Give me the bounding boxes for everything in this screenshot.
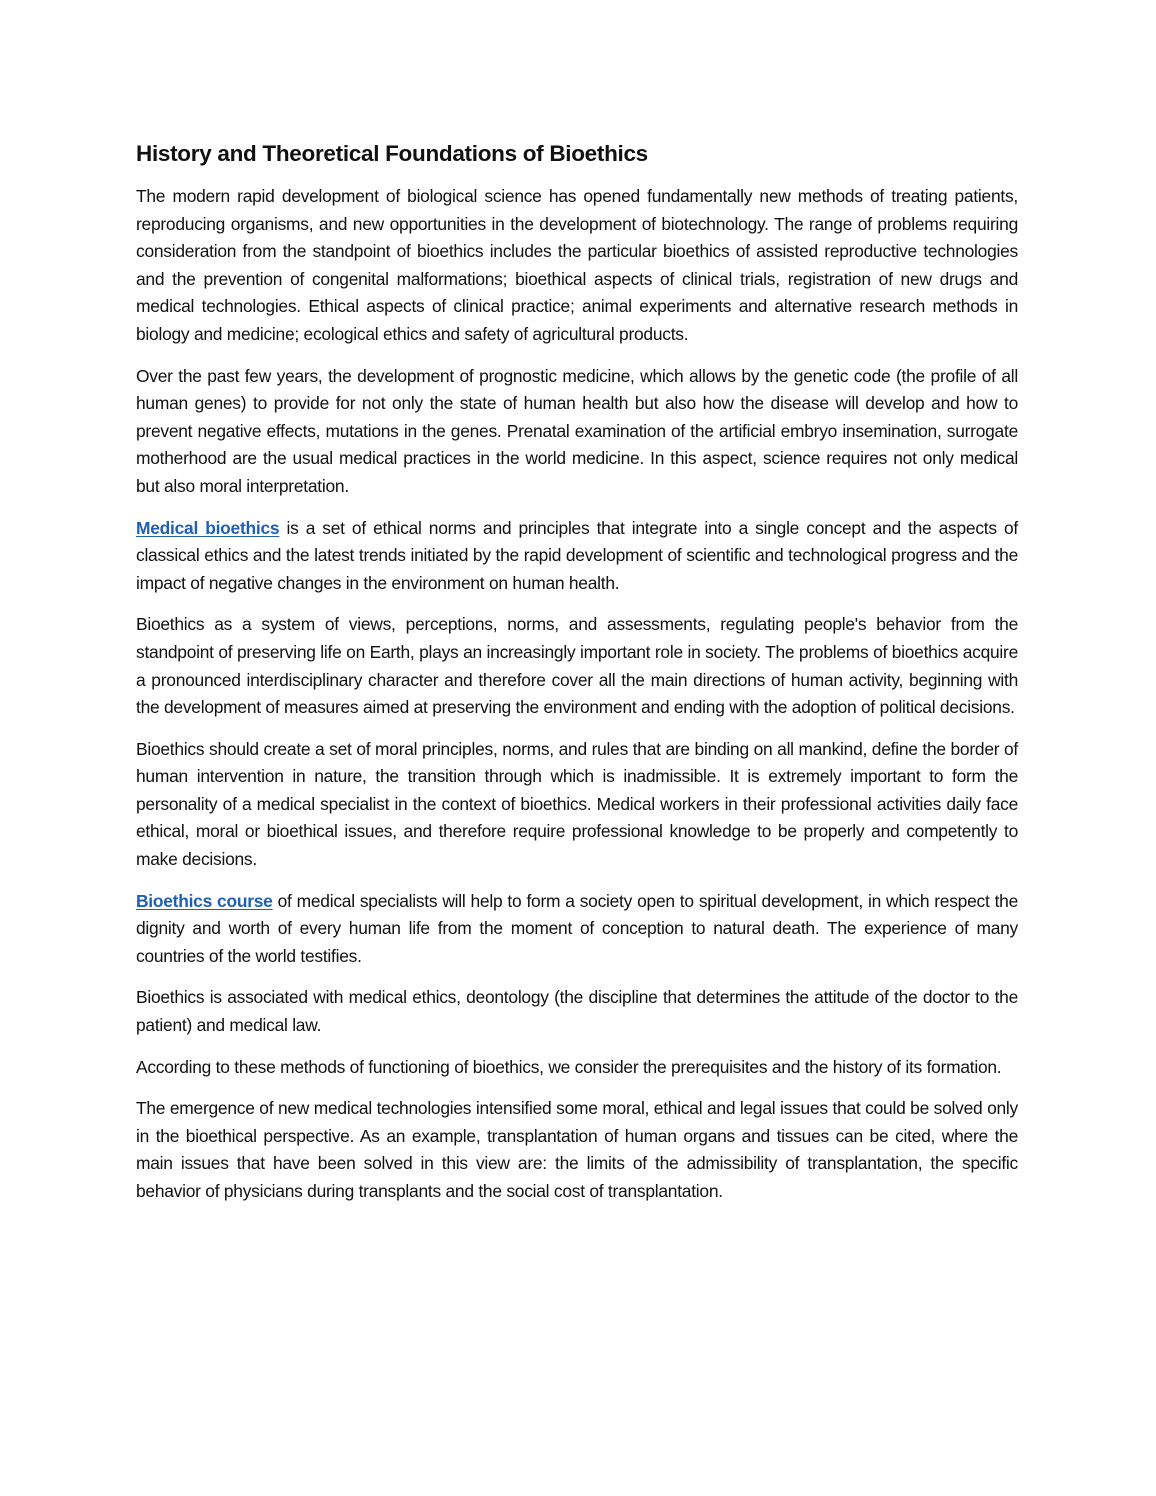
paragraph-medical-ethics [136, 984, 1018, 1039]
paragraph-text: Bioethics as a system of views, perceptions, norms, and assessments, regulating people's behavior from the standpoint of preserving life on Earth, plays an increasingly important role in society. The problems of bioethics acquire a pronounced interdisciplinary character and therefore cover all the main directions of human activity, beginning with the development of measures aimed at preserving the environment and ending with the adoption of political decisions. [136, 614, 1018, 718]
paragraph-text: of medical specialists will help to form a society open to spiritual development, in which respect the dignity and worth of every human life from the moment of conception to natural death. The experience of many countries of the world testifies. [136, 890, 1018, 966]
paragraph-text: Bioethics should create a set of moral principles, norms, and rules that are binding on all mankind, define the border of human intervention in nature, the transition through which is inadmissible. It is extremely important to form the personality of a medical specialist in the context of bioethics. Medical workers in their professional activities daily face ethical, moral or bioethical issues, and therefore require professional knowledge to be properly and competently to make decisions. [136, 738, 1018, 870]
paragraph-text: is a set of ethical norms and principles that integrate into a single concept and the aspects of classical ethics and the latest trends initiated by the rapid development of scientific and technological progress and the impact of negative changes in the environment on human health. [136, 517, 1018, 593]
paragraph-medical-bioethics [136, 515, 1018, 598]
document-page [136, 138, 1018, 1220]
document-title: History and Theoretical Foundations of Bioethics [136, 141, 648, 166]
paragraph-prognostic-medicine [136, 363, 1018, 501]
paragraph-text: Over the past few years, the development of prognostic medicine, which allows by the genetic code (the profile of all human genes) to provide for not only the state of human health but also how the disease will develop and how to prevent negative effects, mutations in the genes. Prenatal examination of the artificial embryo insemination, surrogate motherhood are the usual medical practices in the world medicine. In this aspect, science requires not only medical but also moral interpretation. [136, 365, 1018, 496]
paragraph-intro [136, 183, 1018, 349]
paragraph-bioethics-course [136, 888, 1018, 971]
paragraph-text: According to these methods of functioning of bioethics, we consider the prerequisites and the history of its formation. [136, 1056, 1002, 1077]
paragraph-system-of-views [136, 611, 1018, 721]
paragraph-text: The emergence of new medical technologies intensified some moral, ethical and legal issues that could be solved only in the bioethical perspective. As an example, transplantation of human organs and tissues can be cited, where the main issues that have been solved in this view are: the limits of the admissibility of transplantation, the specific behavior of physicians during transplants and the social cost of transplantation. [136, 1098, 1018, 1201]
medical-bioethics-link[interactable]: Medical bioethics [136, 517, 280, 538]
paragraph-prerequisites [136, 1054, 1018, 1082]
bioethics-course-link[interactable]: Bioethics course [136, 890, 273, 911]
paragraph-text: The modern rapid development of biological science has opened fundamentally new methods of treating patients, reproducing organisms, and new opportunities in the development of biotechnology. The range of problems requiring consideration from the standpoint of bioethics includes the particular bioethics of assisted reproductive technologies and the prevention of congenital malformations; bioethical aspects of clinical trials, registration of new drugs and medical technologies. Ethical aspects of clinical practice; animal experiments and alternative research methods in biology and medicine; ecological ethics and safety of agricultural products. [136, 186, 1018, 344]
paragraph-moral-principles [136, 736, 1018, 874]
paragraph-text: Bioethics is associated with medical ethics, deontology (the discipline that determines the attitude of the doctor to the patient) and medical law. [136, 987, 1018, 1036]
paragraph-transplantation [136, 1095, 1018, 1205]
